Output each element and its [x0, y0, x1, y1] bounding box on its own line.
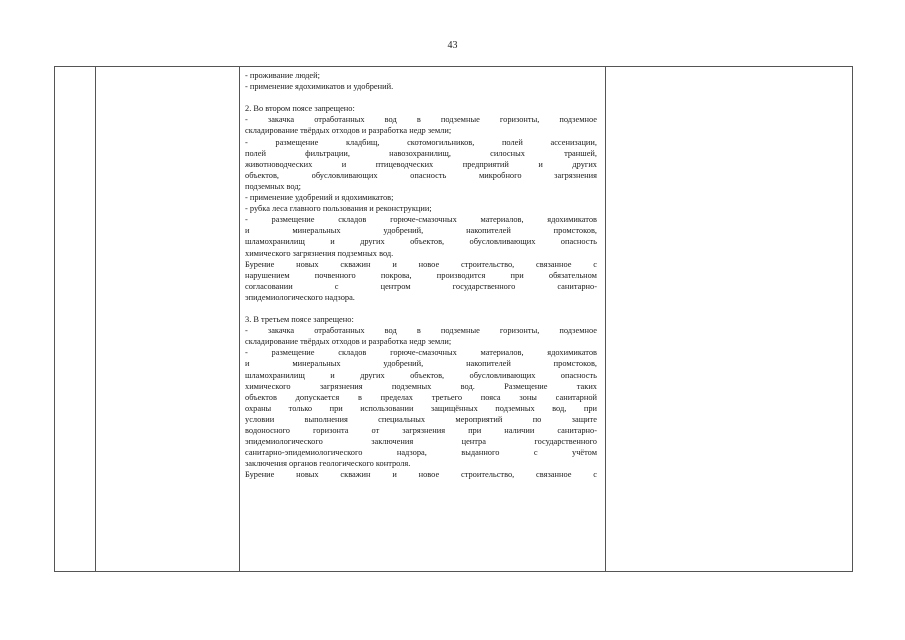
page-number: 43 [447, 40, 458, 51]
text-line: заключения органов геологического контроля. [245, 459, 411, 469]
text-line: - размещение складов горюче-смазочных материалов, ядохимикатов [245, 348, 597, 358]
text-line: складирование твёрдых отходов и разработка недр земли; [245, 126, 452, 136]
text-line: и минеральных удобрений, накопителей промстоков, [245, 226, 597, 236]
paragraph-gap [245, 303, 597, 314]
text-line: - размещение складов горюче-смазочных материалов, ядохимикатов [245, 215, 597, 225]
text-line: 2. Во втором поясе запрещено: [245, 104, 355, 114]
text-line: эпидемиологического надзора. [245, 292, 355, 302]
text-line: объектов допускается в пределах третьего пояса зоны санитарной [245, 392, 597, 402]
text-line: Бурение новых скважин и новое строительство, связанное с [245, 259, 597, 269]
text-line: химического загрязнения подземных вод. [245, 248, 394, 258]
text-line: нарушением почвенного покрова, производится при обязательном [245, 270, 597, 280]
text-line: - применение ядохимикатов и удобрений. [245, 82, 394, 92]
text-line: - рубка леса главного пользования и реконструкции; [245, 204, 432, 214]
text-line: - закачка отработанных вод в подземные горизонты, подземное [245, 326, 597, 336]
text-line: складирование твёрдых отходов и разработка недр земли; [245, 337, 452, 347]
text-line: - проживание людей; [245, 71, 320, 80]
requirements-cell-text [245, 70, 597, 480]
text-line: - применение удобрений и ядохимикатов; [245, 193, 394, 203]
text-line: санитарно-эпидемиологического надзора, выданного с учётом [245, 448, 597, 458]
paragraph-gap [245, 92, 597, 103]
column-divider-3 [605, 67, 606, 571]
text-line: объектов, обусловливающих опасность микробного загрязнения [245, 170, 597, 180]
text-line: полей фильтрации, навозохранилищ, силосных траншей, [245, 148, 597, 158]
text-line: эпидемиологического заключения центра государственного [245, 437, 597, 447]
text-line: подземных вод; [245, 181, 301, 191]
text-line: водоносного горизонта от загрязнения при наличии санитарно- [245, 426, 597, 435]
text-line: Бурение новых скважин и новое строительство, связанное с [245, 470, 597, 480]
text-line: - размещение кладбищ, скотомогильников, полей ассенизации, [245, 137, 597, 147]
text-line: - закачка отработанных вод в подземные горизонты, подземное [245, 115, 597, 125]
document-table [54, 66, 853, 572]
text-line: 3. В третьем поясе запрещено: [245, 315, 354, 325]
text-line: согласовании с центром государственного санитарно- [245, 281, 597, 291]
text-line: и минеральных удобрений, накопителей промстоков, [245, 359, 597, 369]
text-line: шламохранилищ и других объектов, обусловливающих опасность [245, 237, 597, 247]
column-divider-2 [239, 67, 240, 571]
text-line: животноводческих и птицеводческих предприятий и других [245, 159, 597, 169]
column-divider-1 [95, 67, 96, 571]
text-line: охраны только при использовании защищённых подземных вод, при [245, 403, 597, 413]
text-line: химического загрязнения подземных вод. Размещение таких [245, 381, 597, 391]
text-line: условии выполнения специальных мероприятий по защите [245, 414, 597, 424]
text-line: шламохранилищ и других объектов, обусловливающих опасность [245, 370, 597, 380]
